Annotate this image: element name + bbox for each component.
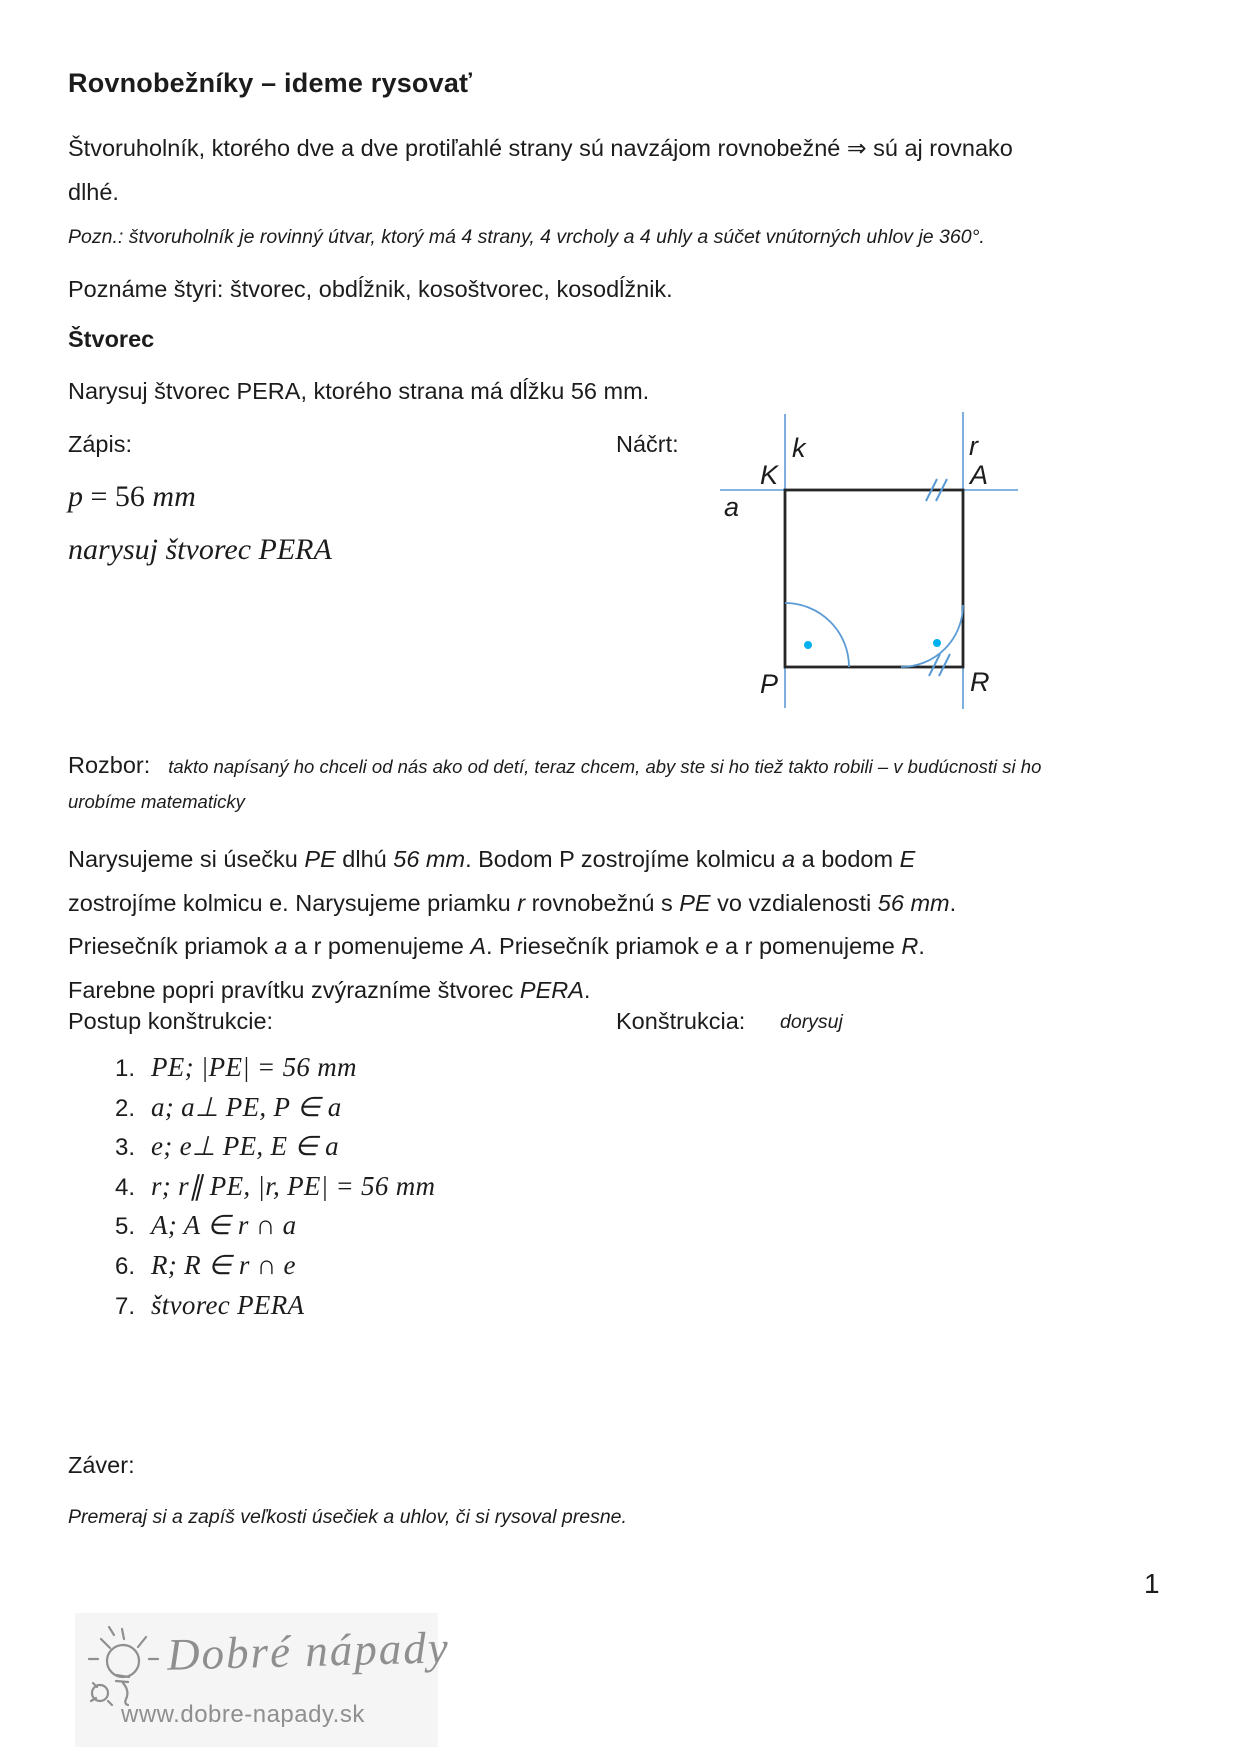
right-angle-dot-right [933,639,941,647]
intro-line-1: Štvoruholník, ktorého dve a dve protiľahlé strany sú navzájom rovnobežné ⇒ sú aj rovnako [68,135,1013,161]
rozbor-paragraph-line [68,969,956,1013]
text-segment: A [470,933,486,959]
logo-watermark [75,1613,451,1747]
rozbor-note-1: takto napísaný ho chceli od nás ako od detí, teraz chcem, aby ste si ho tiež takto robili – v budúcnosti si ho [168,756,1042,777]
task-text: Narysuj štvorec PERA, ktorého strana má dĺžku 56 mm. [68,378,650,404]
step-math: a; a⊥ PE, P ∈ a [151,1091,342,1122]
rozbor-note-2: urobíme matematicky [68,791,245,812]
text-segment: dlhú [335,846,394,872]
zapis-math-line-1 [68,480,196,514]
step-number: 3. [114,1134,135,1162]
text-segment: 56 mm [877,889,950,916]
text-segment: e [705,933,719,959]
step-math: e; e⊥ PE, E ∈ a [151,1131,339,1162]
rozbor-label: Rozbor: [68,752,151,778]
text-segment: . [583,976,591,1003]
text-segment: zostrojíme kolmicu e. Narysujeme priamku [68,889,518,916]
step-number: 4. [114,1173,135,1201]
label-line-r: r [969,431,978,461]
text-segment: PE [304,846,336,872]
text-segment: Priesečník priamok [68,933,275,959]
label-point-K: K [759,460,778,490]
konstrukcia-note: dorysuj [780,1011,843,1033]
text-segment: r [517,889,526,916]
step-math: štvorec PERA [151,1289,305,1320]
konstrukcia-label: Konštrukcia: [616,1008,746,1034]
step-number: 7. [114,1292,135,1320]
text-segment: . Priesečník priamok [486,933,706,959]
construction-steps [68,1048,435,1325]
text-segment: E [899,846,916,872]
zapis-label: Zápis: [68,431,132,457]
right-angle-dot-left [804,641,812,649]
intro-types: Poznáme štyri: štvorec, obdĺžnik, kosoštvorec, kosodĺžnik. [68,276,673,302]
text-segment: rovnobežnú s [525,889,680,916]
construction-step [68,1167,435,1207]
text-segment: a [274,933,288,959]
step-number: 1. [114,1055,135,1082]
intro-line-2: dlhé. [68,179,119,205]
text-segment: a r pomenujeme [718,933,902,959]
angle-arc-left [785,603,849,667]
angle-arc-right [901,605,963,667]
page-title: Rovnobežníky – ideme rysovať [68,68,473,98]
page-number: 1 [1144,1568,1160,1599]
text-segment: R [901,933,919,959]
step-math: r; r∥ PE, |r, PE| = 56 mm [151,1170,436,1201]
step-math: A; A ∈ r ∩ a [151,1210,297,1241]
construction-step [68,1246,435,1286]
nacrt-sketch [700,400,1040,720]
step-number: 5. [114,1213,135,1241]
step-number: 6. [114,1252,135,1280]
construction-step [68,1088,435,1128]
rozbor-paragraph-line [68,925,956,969]
text-segment: a r pomenujeme [287,933,471,959]
zapis-math-line-2: narysuj štvorec PERA [68,533,332,566]
text-segment: . [949,889,957,916]
rozbor-row [68,752,1041,779]
text-segment: a [782,846,796,872]
text-segment: . Bodom P zostrojíme kolmicu [465,846,783,872]
zaver-label: Záver: [68,1452,135,1478]
tick-marks-bottom [929,654,950,676]
step-number: 2. [114,1094,135,1122]
zapis-var: p [68,480,83,513]
zapis-eq: = 56 [83,480,153,513]
section-heading: Štvorec [68,326,155,352]
zapis-unit: mm [152,480,196,513]
text-segment: 56 mm [393,846,466,872]
postup-label: Postup konštrukcie: [68,1008,274,1034]
label-point-R: R [970,667,990,697]
construction-step [68,1206,435,1246]
construction-step [68,1286,435,1326]
label-line-a: a [724,492,740,522]
text-segment: vo vzdialenosti [710,889,878,916]
label-point-P: P [759,669,778,699]
rozbor-paragraph [68,838,956,1012]
text-segment: PE [679,889,711,916]
logo-title: Dobré nápady [166,1622,451,1680]
zaver-note: Premeraj si a zapíš veľkosti úsečiek a uhlov, či si rysoval presne. [68,1506,627,1528]
label-point-A: A [970,460,989,490]
text-segment: Farebne popri pravítku zvýrazníme štvorec [68,976,520,1003]
step-math: R; R ∈ r ∩ e [151,1249,296,1280]
rozbor-paragraph-line [68,838,956,882]
intro-note: Pozn.: štvoruholník je rovinný útvar, ktorý má 4 strany, 4 vrcholy a 4 uhly a súčet vnútorných uhlov je 360°. [68,226,985,248]
construction-step [68,1127,435,1167]
step-math: PE; |PE| = 56 mm [151,1052,357,1082]
text-segment: Narysujeme si úsečku [68,846,305,872]
nacrt-label: Náčrt: [616,431,679,457]
rozbor-paragraph-line [68,882,956,926]
logo-url: www.dobre-napady.sk [121,1701,365,1728]
label-line-k: k [792,433,806,463]
text-segment: a bodom [795,846,900,872]
text-segment: PERA [519,976,584,1003]
text-segment: . [918,933,925,959]
construction-step [68,1048,435,1088]
